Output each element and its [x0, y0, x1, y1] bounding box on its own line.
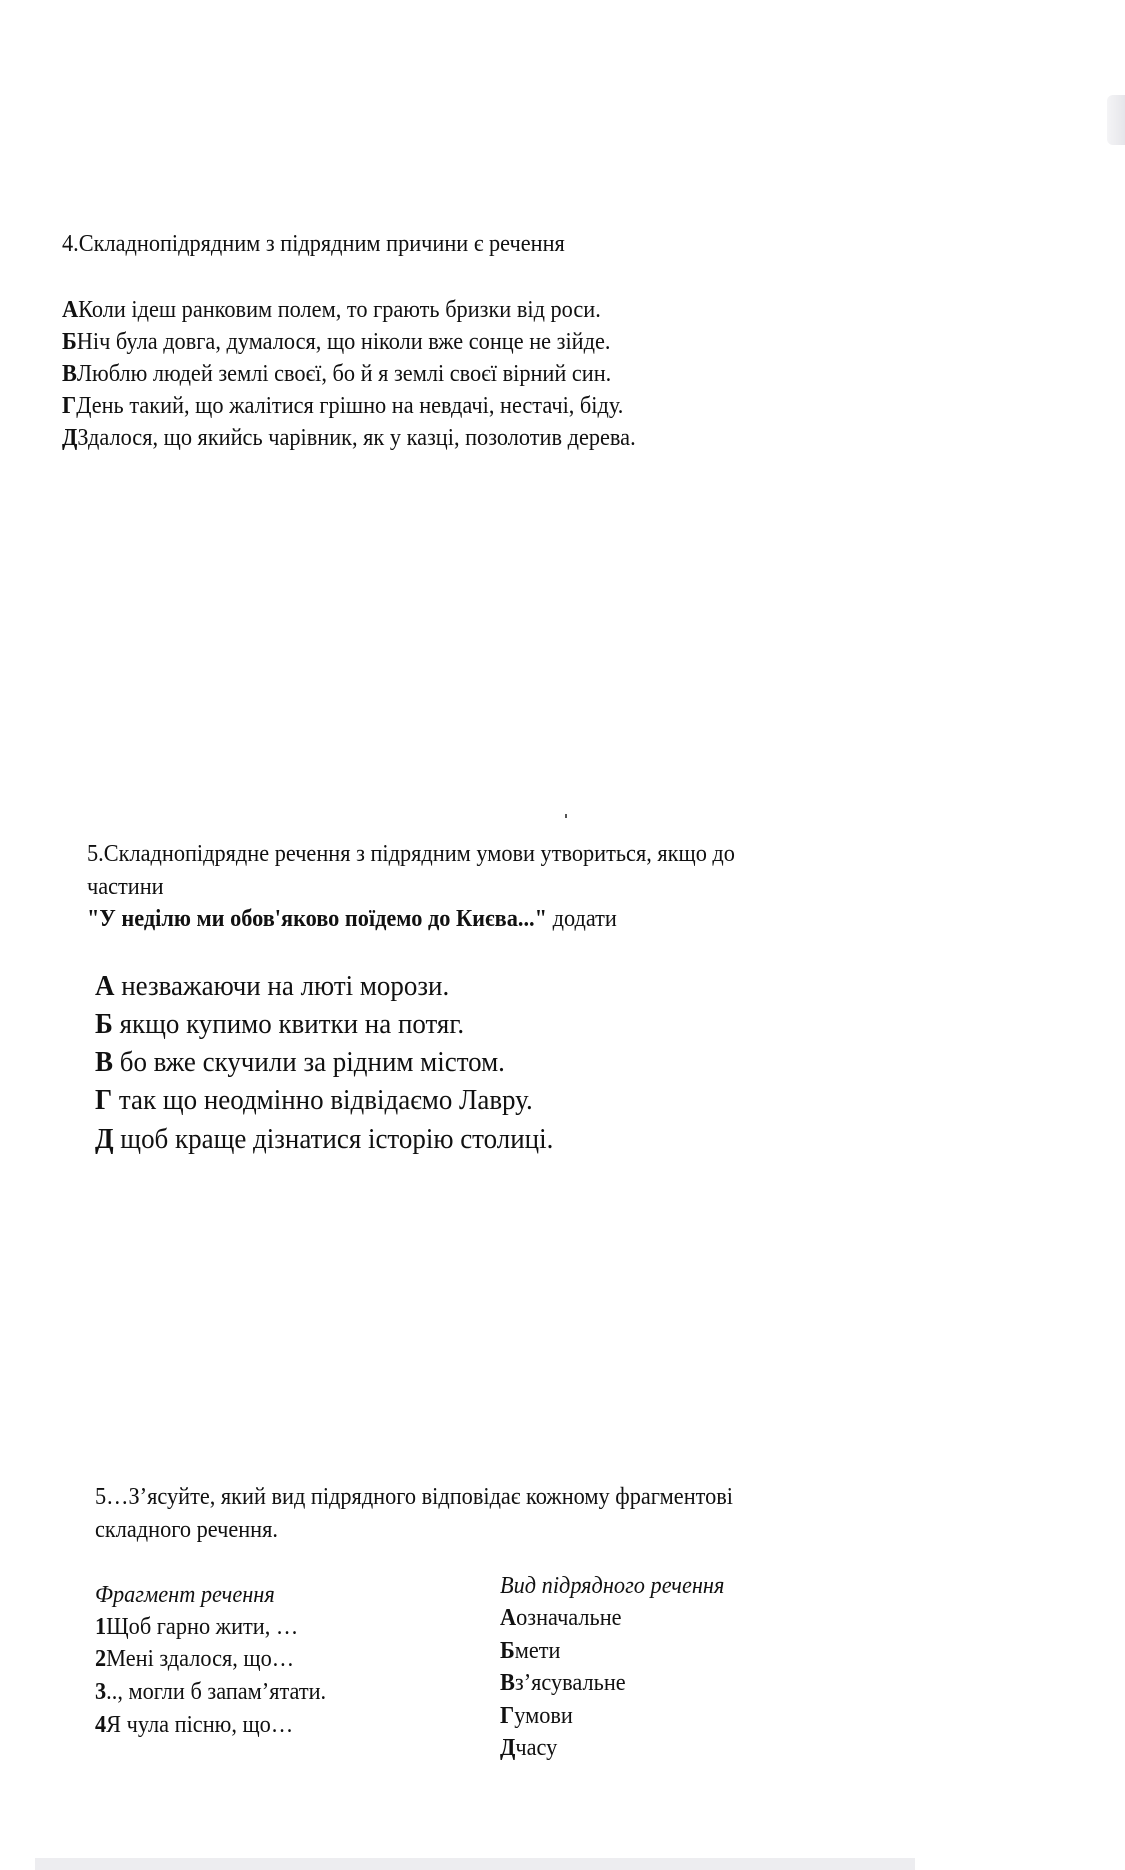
types-header: Вид підрядного речення [500, 1573, 725, 1599]
option-b: Б якщо купимо квитки на потяг. [95, 1008, 465, 1040]
fragment-1: 1Щоб гарно жити, … [95, 1614, 299, 1640]
bottom-toolbar-edge [35, 1858, 915, 1870]
fragment-3: 3.., могли б запам’ятати. [95, 1679, 327, 1705]
question-4-title: 4.Складнопідрядним з підрядним причини є речення [62, 231, 565, 257]
question-6-title: 5…З’ясуйте, який вид підрядного відповідає кожному фрагментові [95, 1484, 733, 1510]
fragment-2: 2Мені здалося, що… [95, 1646, 295, 1672]
type-v: Вз’ясувальне [500, 1670, 626, 1696]
option-a: АКоли ідеш ранковим полем, то грають бризки від роси. [62, 297, 601, 323]
stray-mark [565, 814, 567, 818]
type-a: Аозначальне [500, 1605, 622, 1631]
question-5-stem: "У неділю ми обов'яково поїдемо до Києва..." додати [87, 906, 617, 932]
option-d: Д щоб краще дізнатися історію столиці. [95, 1123, 554, 1155]
question-6-title-cont: складного речення. [95, 1517, 278, 1543]
option-v: ВЛюблю людей землі своєї, бо й я землі своєї вірний син. [62, 361, 612, 387]
option-g: ГДень такий, що жалітися грішно на невдачі, нестачі, біду. [62, 393, 624, 419]
option-a: А незважаючи на люті морози. [95, 970, 450, 1002]
fragment-4: 4Я чула пісню, що… [95, 1712, 294, 1738]
type-g: Гумови [500, 1703, 573, 1729]
option-g: Г так що неодмінно відвідаємо Лавру. [95, 1084, 533, 1116]
question-5-title: 5.Складнопідрядне речення з підрядним умови утвориться, якщо до [87, 841, 735, 867]
option-d: ДЗдалося, що якийсь чарівник, як у казці, позолотив дерева. [62, 425, 636, 451]
page-edge-shadow [1107, 95, 1125, 145]
option-v: В бо вже скучили за рідним містом. [95, 1046, 505, 1078]
type-b: Бмети [500, 1638, 561, 1664]
option-b: БНіч була довга, думалося, що ніколи вже сонце не зійде. [62, 329, 611, 355]
type-d: Дчасу [500, 1735, 558, 1761]
question-5-title-cont: частини [87, 874, 164, 900]
fragments-header: Фрагмент речення [95, 1582, 275, 1608]
